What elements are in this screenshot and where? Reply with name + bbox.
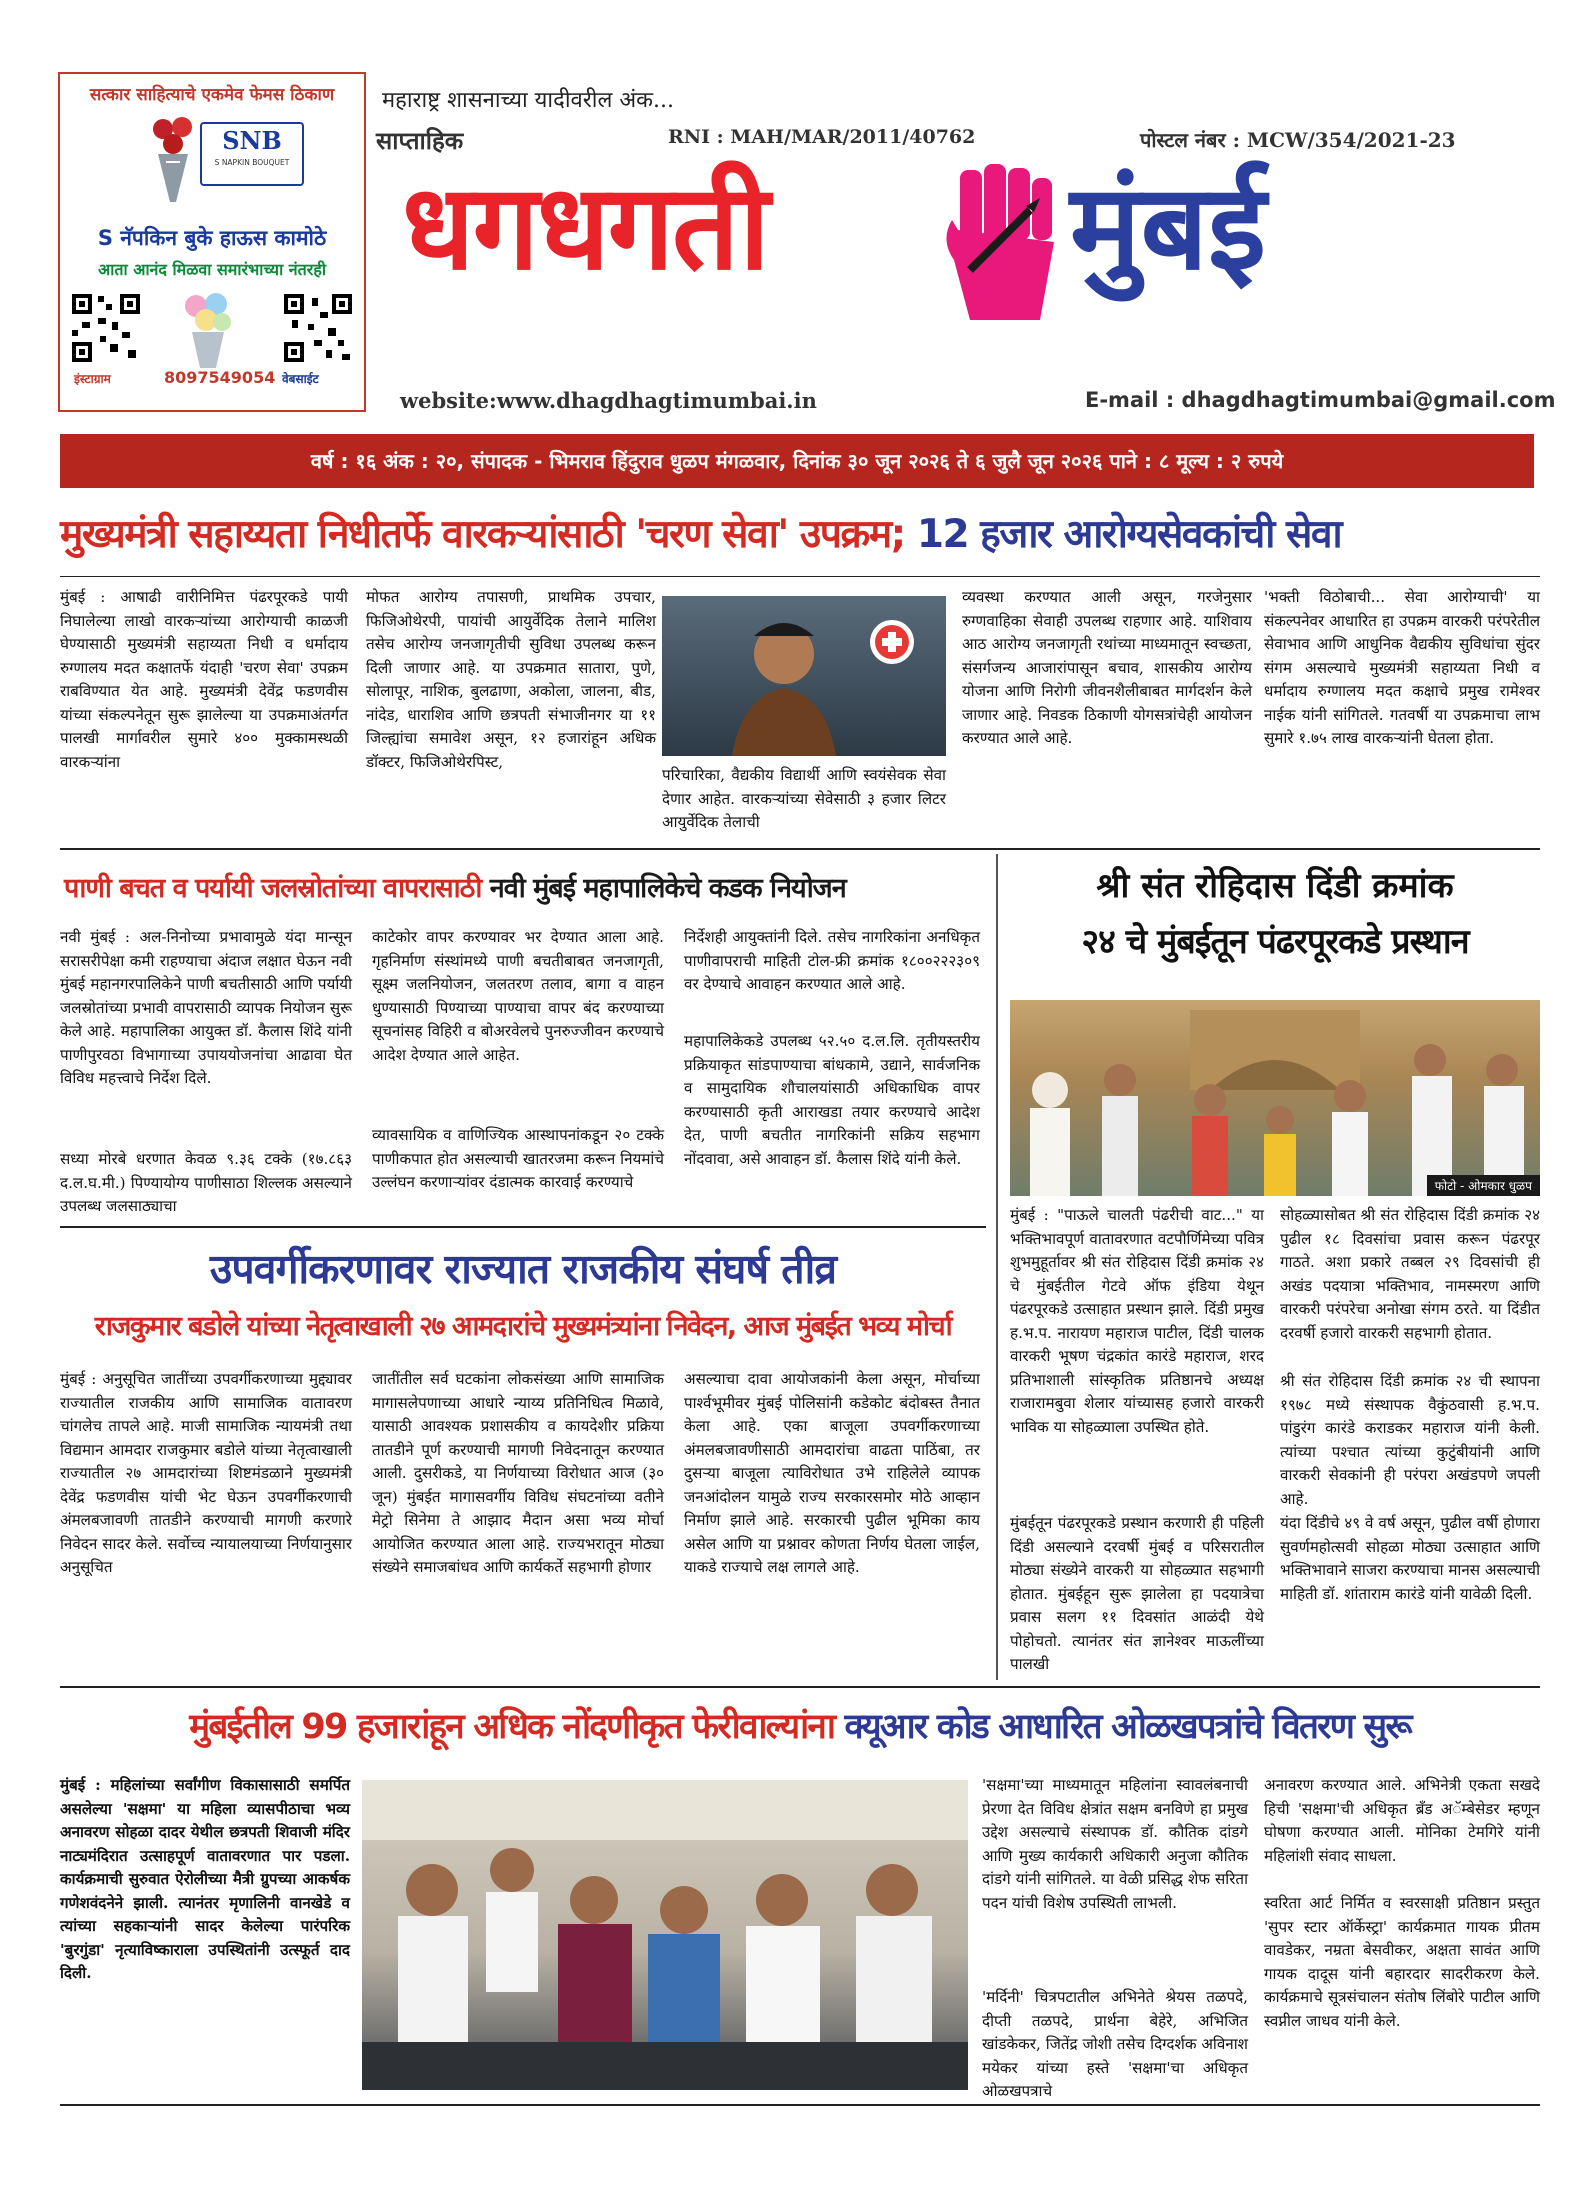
story1-col5: 'भक्ती विठोबाची... सेवा आरोग्याची' या संकल्पनेवर आधारित हा उपक्रम वारकरी परंपरेतील सेवाभाव आणि आधुनिक वैद्यकीय सुविधांचा सुंदर संगम असल्याचे मुख्यमंत्री सहाय्यता निधी व धर्मादाय रुग्णालय मदत कक्षाचे प्रमुख रामेश्वर नाईक यांनी सांगितले. गतवर्षी या उपक्रमाचा लाभ सुमारे १.७५ लाख वारकऱ्यांनी घेतला होता. xyxy=(1264,588,1540,747)
ad-top-line: सत्कार साहित्याचे एकमेव फेमस ठिकाण xyxy=(89,85,335,105)
ad-website-label: वेबसाईट xyxy=(282,372,319,386)
story4-headline-2: राजकुमार बडोले यांच्या नेतृत्वाखाली २७ आमदारांचे मुख्यमंत्र्यांना निवेदन, आज मुंबईत भव्य मोर्चा xyxy=(94,1311,952,1342)
story1-col4: व्यवस्था करण्यात आली असून, गरजेनुसार रुग्णवाहिका सेवाही उपलब्ध राहणार आहे. याशिवाय आठ आरोग्य जनजागृती रथांच्या माध्यमातून स्वच्छता, संसर्गजन्य आजारांपासून बचाव, शासकीय आरोग्य योजना आणि निरोगी जीवनशैलीबाबत मार्गदर्शन केले जाणार आहे. निवडक ठिकाणी योगसत्रांचेही आयोजन करण्यात आले आहे. xyxy=(962,588,1252,747)
snb-logo xyxy=(200,122,304,186)
story2-col1b: सध्या मोरबे धरणात केवळ ९.३६ टक्के (१७.८६३ द.ल.घ.मी.) पिण्यायोग्य पाणीसाठा शिल्लक असल्याने उपलब्ध जलसाठ्याचा xyxy=(60,1150,352,1215)
story1-headline-a: मुख्यमंत्री सहाय्यता निधीतर्फे वारकऱ्यांसाठी 'चरण सेवा' उपक्रम; xyxy=(60,512,905,557)
story2-col1a: नवी मुंबई : अल-निनोच्या प्रभावामुळे यंदा मान्सून सरासरीपेक्षा कमी राहण्याचा अंदाज लक्षात घेऊन नवी मुंबई महानगरपालिकेने पाणी बचतीसाठी आणि पर्यायी जलस्रोतांच्या प्रभावी वापरासाठी व्यापक नियोजन सुरू केले आहे. महापालिका आयुक्त डॉ. कैलास शिंदे यांनी पाणीपुरवठा विभागाच्या उपाययोजनांचा आढावा घेत विविध महत्त्वाचे निर्देश दिले. xyxy=(60,928,352,1087)
story3-col2b: श्री संत रोहिदास दिंडी क्रमांक २४ ची स्थापना १९७८ मध्ये संस्थापक वैकुंठवासी ह.भ.प. पांडुरंग कारंडे कराडकर महाराज यांनी केली. त्यांच्या पश्चात त्यांच्या कुटुंबीयांनी आणि वारकरी सेवकांनी ही परंपरा अखंडपणे जपली आहे. xyxy=(1280,1372,1540,1508)
story5-col3a: 'सक्षमा'च्या माध्यमातून महिलांना स्वावलंबनाची प्रेरणा देत विविध क्षेत्रांत सक्षम बनविणे हा प्रमुख उद्देश असल्याचे संस्थापक डॉ. कौतिक दांडगे आणि मुख्य कार्यकारी अधिकारी अनुजा कौतिक दांडगे यांनी सांगितले. या वेळी प्रसिद्ध शेफ सरिता पदन यांची विशेष उपस्थिती लाभली. xyxy=(982,1776,1248,1912)
masthead-title-part2: मुंबई xyxy=(1070,158,1266,296)
story1-photo-cm xyxy=(662,596,946,756)
story2-col2a: काटेकोर वापर करण्यावर भर देण्यात आला आहे. गृहनिर्माण संस्थांमध्ये पाणी बचतीबाबत जनजागृती, सूक्ष्म जलनियोजन, जलतरण तलाव, बागा व वाहन धुण्यासाठी पिण्याच्या पाण्याचा वापर बंद करण्याच्या सूचनांसह विहिरी व बोअरवेलचे पुनरुज्जीवन करण्याचे आदेश देण्यात आले आहेत. xyxy=(372,928,664,1064)
story2-col2b: व्यावसायिक व वाणिज्यिक आस्थापनांकडून २० टक्के पाणीकपात होत असल्याची खातरजमा करून नियमांचे उल्लंघन करणाऱ्यांवर दंडात्मक कारवाई करण्याचे xyxy=(372,1126,664,1191)
story5-col3b: 'मर्दिनी' चित्रपटातील अभिनेते श्रेयस तळपदे, दीप्ती तळपदे, प्रार्थना बेहेरे, अभिजित खांडकेकर, जितेंद्र जोशी तसेच दिग्दर्शक अविनाश मयेकर यांच्या हस्ते 'सक्षमा'चा अधिकृत ओळखपत्राचे xyxy=(982,1988,1248,2100)
story3-headline-2: २४ चे मुंबईतून पंढरपूरकडे प्रस्थान xyxy=(1081,922,1469,962)
story5-headline-b: क्यूआर कोड आधारित ओळखपत्रांचे वितरण सुरू xyxy=(834,1707,1411,1747)
bouquet-icon xyxy=(148,114,198,204)
story3-col1b: मुंबईतून पंढरपूरकडे प्रस्थान करणारी ही पहिली दिंडी असल्याने दरवर्षी मुंबई व परिसरातील मोठ्या संख्येने वारकरी या सोहळ्यात सहभागी होतात. मुंबईहून सुरू झालेला हा पदयात्रेचा प्रवास सलग ११ दिवसांत आळंदी येथे पोहोचतो. त्यानंतर संत ज्ञानेश्वर माऊलींच्या पालखी xyxy=(1010,1514,1264,1673)
issue-info-bar: वर्ष : १६ अंक : २०, संपादक - भिमराव हिंदुराव धुळप मंगळवार, दिनांक ३० जून २०२६ ते ६ जुलै जून २०२६ पाने : ८ मूल्य : २ रुपये xyxy=(60,434,1534,488)
ad-instagram-label: इंस्टाग्राम xyxy=(74,372,111,386)
snb-tagline: S NAPKIN BOUQUET xyxy=(214,158,290,167)
website-text[interactable]: website:www.dhagdhagtimumbai.in xyxy=(400,388,817,413)
story2-headline-a: पाणी बचत व पर्यायी जलस्रोतांच्या वापरासाठी xyxy=(64,873,482,904)
weekly-label: साप्ताहिक xyxy=(376,127,464,155)
snb-logo-text: SNB xyxy=(222,126,282,155)
ad-slogan: आता आनंद मिळवा समारंभाच्या नंतरही xyxy=(98,260,326,279)
story3-col1a: मुंबई : "पाऊले चालती पंढरीची वाट..." या भक्तिभावपूर्ण वातावरणात वटपौर्णिमेच्या पवित्र शुभमुहूर्तावर श्री संत रोहिदास दिंडी क्रमांक २४ चे मुंबईतील गेटवे ऑफ इंडिया येथून पंढरपूरकडे उत्साहात प्रस्थान झाले. दिंडी प्रमुख ह.भ.प. नारायण महाराज पाटील, दिंडी चालक वारकरी भूषण चंद्रकांत कारंडे महाराज, शरद प्रतिभाशाली सांस्कृतिक प्रतिष्ठानचे अध्यक्ष राजारामबुवा शेलार यांच्यासह हजारो वारकरी भाविक या सोहळ्याला उपस्थित होते. xyxy=(1010,1206,1264,1436)
ad-shop-name: S नॅपकिन बुके हाऊस कामोठे xyxy=(97,226,327,250)
story4-col1: मुंबई : अनुसूचित जातींच्या उपवर्गीकरणाच्या मुद्द्यावर राज्यातील राजकीय आणि सामाजिक वातावरण चांगलेच तापले आहे. माजी सामाजिक न्यायमंत्री तथा विद्यमान आमदार राजकुमार बडोले यांच्या नेतृत्वाखाली राज्यातील २७ आमदारांच्या शिष्टमंडळाने मुख्यमंत्री देवेंद्र फडणवीस यांची भेट घेऊन उपवर्गीकरणाची अंमलबजावणी तातडीने करण्याची मागणी करणारे निवेदन सादर केले. सर्वोच्च न्यायालयाच्या निर्णयानुसार अनुसूचित xyxy=(60,1370,352,1576)
story1-headline-b: 12 हजार आरोग्यसेवकांची सेवा xyxy=(904,512,1342,557)
story3-photo-dindi xyxy=(1010,1000,1540,1196)
story4-col3: असल्याचा दावा आयोजकांनी केला असून, मोर्चाच्या पार्श्वभूमीवर मुंबई पोलिसांनी कडेकोट बंदोबस्त तैनात केला आहे. एका बाजूला उपवर्गीकरणाच्या अंमलबजावणीसाठी आमदारांचा वाढता पाठिंबा, तर दुसऱ्या बाजूला त्याविरोधात उभे राहिलेले व्यापक जनआंदोलन यामुळे राज्य सरकारसमोर मोठे आव्हान निर्माण झाले आहे. सरकारची पुढील भूमिका काय असेल आणि या प्रश्नावर कोणता निर्णय घेतला जाईल, याकडे राज्याचे लक्ष लागले आहे. xyxy=(684,1370,980,1576)
advertisement-box xyxy=(58,72,366,412)
story1-col2: मोफत आरोग्य तपासणी, प्राथमिक उपचार, फिजिओथेरपी, पायांची आयुर्वेदिक तेलाने मालिश तसेच आरोग्य जनजागृतीची सुविधा उपलब्ध करून दिली जाणार आहे. या उपक्रमात सातारा, पुणे, सोलापूर, नाशिक, बुलढाणा, अकोला, जालना, बीड, नांदेड, धाराशिव आणि छत्रपती संभाजीनगर या ११ जिल्ह्यांचा समावेश असून, १२ हजारांहून अधिक डॉक्टर, फिजिओथेरपिस्ट, xyxy=(366,588,656,771)
story4-headline-1: उपवर्गीकरणावर राज्यात राजकीय संघर्ष तीव्र xyxy=(209,1245,837,1293)
story2-headline-b: नवी मुंबई महापालिकेचे कडक नियोजन xyxy=(481,873,846,904)
story2-col3a: निर्देशही आयुक्तांनी दिले. तसेच नागरिकांना अनधिकृत पाणीवापराची माहिती टोल-फ्री क्रमांक १८००२२२३०९ वर देण्याचे आवाहन करण्यात आले आहे. xyxy=(684,928,980,993)
story5-headline xyxy=(60,1698,1540,1756)
story4-col2: जातींतील सर्व घटकांना लोकसंख्या आणि सामाजिक मागासलेपणाच्या आधारे न्याय्य प्रतिनिधित्व मिळावे, यासाठी आवश्यक प्रशासकीय व कायदेशीर प्रक्रिया तातडीने पूर्ण करण्याची मागणी निवेदनातून करण्यात आली. दुसरीकडे, या निर्णयाच्या विरोधात आज (३० जून) मुंबईत मागासवर्गीय विविध संघटनांच्या वतीने मेट्रो सिनेमा ते आझाद मैदान असा भव्य मोर्चा आयोजित करण्यात आला आहे. राज्यभरातून मोठ्या संख्येने समाजबांधव आणि कार्यकर्ते सहभागी होणार xyxy=(372,1370,664,1576)
story1-headline xyxy=(60,508,1540,562)
story3-col2c: यंदा दिंडीचे ४९ वे वर्ष असून, पुढील वर्षी होणारा सुवर्णमहोत्सवी सोहळा मोठ्या उत्साहात आणि भक्तिभावाने साजरा करण्याचा मानस असल्याची माहिती डॉ. शांताराम कारंडे यांनी यावेळी दिली. xyxy=(1280,1514,1541,1603)
ad-phone[interactable]: 8097549054 xyxy=(164,368,276,387)
story5-col1: मुंबई : महिलांच्या सर्वांगीण विकासासाठी समर्पित असलेल्या 'सक्षमा' या महिला व्यासपीठाचा भव्य अनावरण सोहळा दादर येथील छत्रपती शिवाजी मंदिर नाट्यमंदिरात उत्साहपूर्ण वातावरणात पार पडला. कार्यक्रमाची सुरुवात ऐरोलीच्या मैत्री ग्रुपच्या आकर्षक गणेशवंदनेने झाली. त्यानंतर मृणालिनी वानखेडे व त्यांच्या सहकाऱ्यांनी सादर केलेल्या पारंपरिक 'बुरगुंडा' नृत्याविष्काराला उपस्थितांनी उत्स्फूर्त दाद दिली. xyxy=(60,1776,350,1982)
story3-headline-1: श्री संत रोहिदास दिंडी क्रमांक xyxy=(1096,866,1454,906)
gov-list-note: महाराष्ट्र शासनाच्या यादीवरील अंक... xyxy=(382,88,675,113)
fist-pen-icon xyxy=(930,150,1070,340)
story3-photo-credit: फोटो - ओमकार धुळप xyxy=(1427,1175,1540,1196)
story2-col3b: महापालिकेकडे उपलब्ध ५२.५० द.ल.लि. तृतीयस्तरीय प्रक्रियाकृत सांडपाण्याचा बांधकामे, उद्याने, सार्वजनिक व सामुदायिक शौचालयांसाठी अधिकाधिक वापर करण्यासाठी कृती आराखडा तयार करण्याचे आदेश देत, पाणी बचतीत नागरिकांनी सक्रिय सहभाग नोंदवावा, असे आवाहन डॉ. कैलास शिंदे यांनी केले. xyxy=(684,1032,980,1168)
story5-col4b: स्वरिता आर्ट निर्मित व स्वरसाक्षी प्रतिष्ठान प्रस्तुत 'सुपर स्टार ऑर्केस्ट्रा' कार्यक्रमात गायक प्रीतम वावडेकर, नम्रता बेसवीकर, अक्षता सावंत आणि गायक दादूस यांनी बहारदार सादरीकरण केले. कार्यक्रमाचे सूत्रसंचालन संतोष लिंबोरे पाटील आणि स्वप्नील जाधव यांनी केले. xyxy=(1264,1894,1540,2030)
qr-code-website[interactable] xyxy=(282,292,354,364)
story5-col4a: अनावरण करण्यात आले. अभिनेत्री एकता सखदे हिची 'सक्षमा'ची अधिकृत ब्रँड अॅम्बेसेडर म्हणून घोषणा करण्यात आली. मोनिका टेमगिरे यांनी महिलांशी संवाद साधला. xyxy=(1264,1776,1540,1865)
postal-number: पोस्टल नंबर : MCW/354/2021-23 xyxy=(1140,128,1456,152)
qr-code-instagram[interactable] xyxy=(70,292,142,364)
story5-headline-a: मुंबईतील 99 हजारांहून अधिक नोंदणीकृत फेरीवाल्यांना xyxy=(189,1707,835,1747)
balloon-bouquet-icon xyxy=(178,290,238,370)
story5-photo-event xyxy=(362,1780,968,2090)
story2-headline xyxy=(64,866,986,912)
email-text[interactable]: E-mail : dhagdhagtimumbai@gmail.com xyxy=(1085,388,1556,412)
story1-col3: परिचारिका, वैद्यकीय विद्यार्थी आणि स्वयंसेवक सेवा देणार आहेत. वारकऱ्यांच्या सेवेसाठी ३ हजार लिटर आयुर्वेदिक तेलाची xyxy=(662,766,946,831)
story3-col2a: सोहळ्यासोबत श्री संत रोहिदास दिंडी क्रमांक २४ पुढील १८ दिवसांचा प्रवास करून पंढरपूर गाठते. अशा प्रकारे तब्बल २९ दिवसांची ही अखंड पदयात्रा भक्तिभाव, नामस्मरण आणि वारकरी परंपरेचा अनोखा संगम ठरते. या दिंडीत दरवर्षी हजारो वारकरी सहभागी होतात. xyxy=(1280,1206,1540,1342)
rni-number: RNI : MAH/MAR/2011/40762 xyxy=(668,126,976,148)
story1-col1: मुंबई : आषाढी वारीनिमित्त पंढरपूरकडे पायी निघालेल्या लाखो वारकऱ्यांच्या आरोग्याची काळजी घेण्यासाठी मुख्यमंत्री सहाय्यता निधी व धर्मादाय रुग्णालय मदत कक्षातर्फे यंदाही 'चरण सेवा' उपक्रम राबविण्यात येत आहे. मुख्यमंत्री देवेंद्र फडणवीस यांच्या संकल्पनेतून सुरू झालेल्या या उपक्रमाअंतर्गत पालखी मार्गावरील सुमारे ४०० मुक्कामस्थळी वारकऱ्यांना xyxy=(60,588,348,771)
masthead-title-part1: धगधगती xyxy=(402,158,768,296)
